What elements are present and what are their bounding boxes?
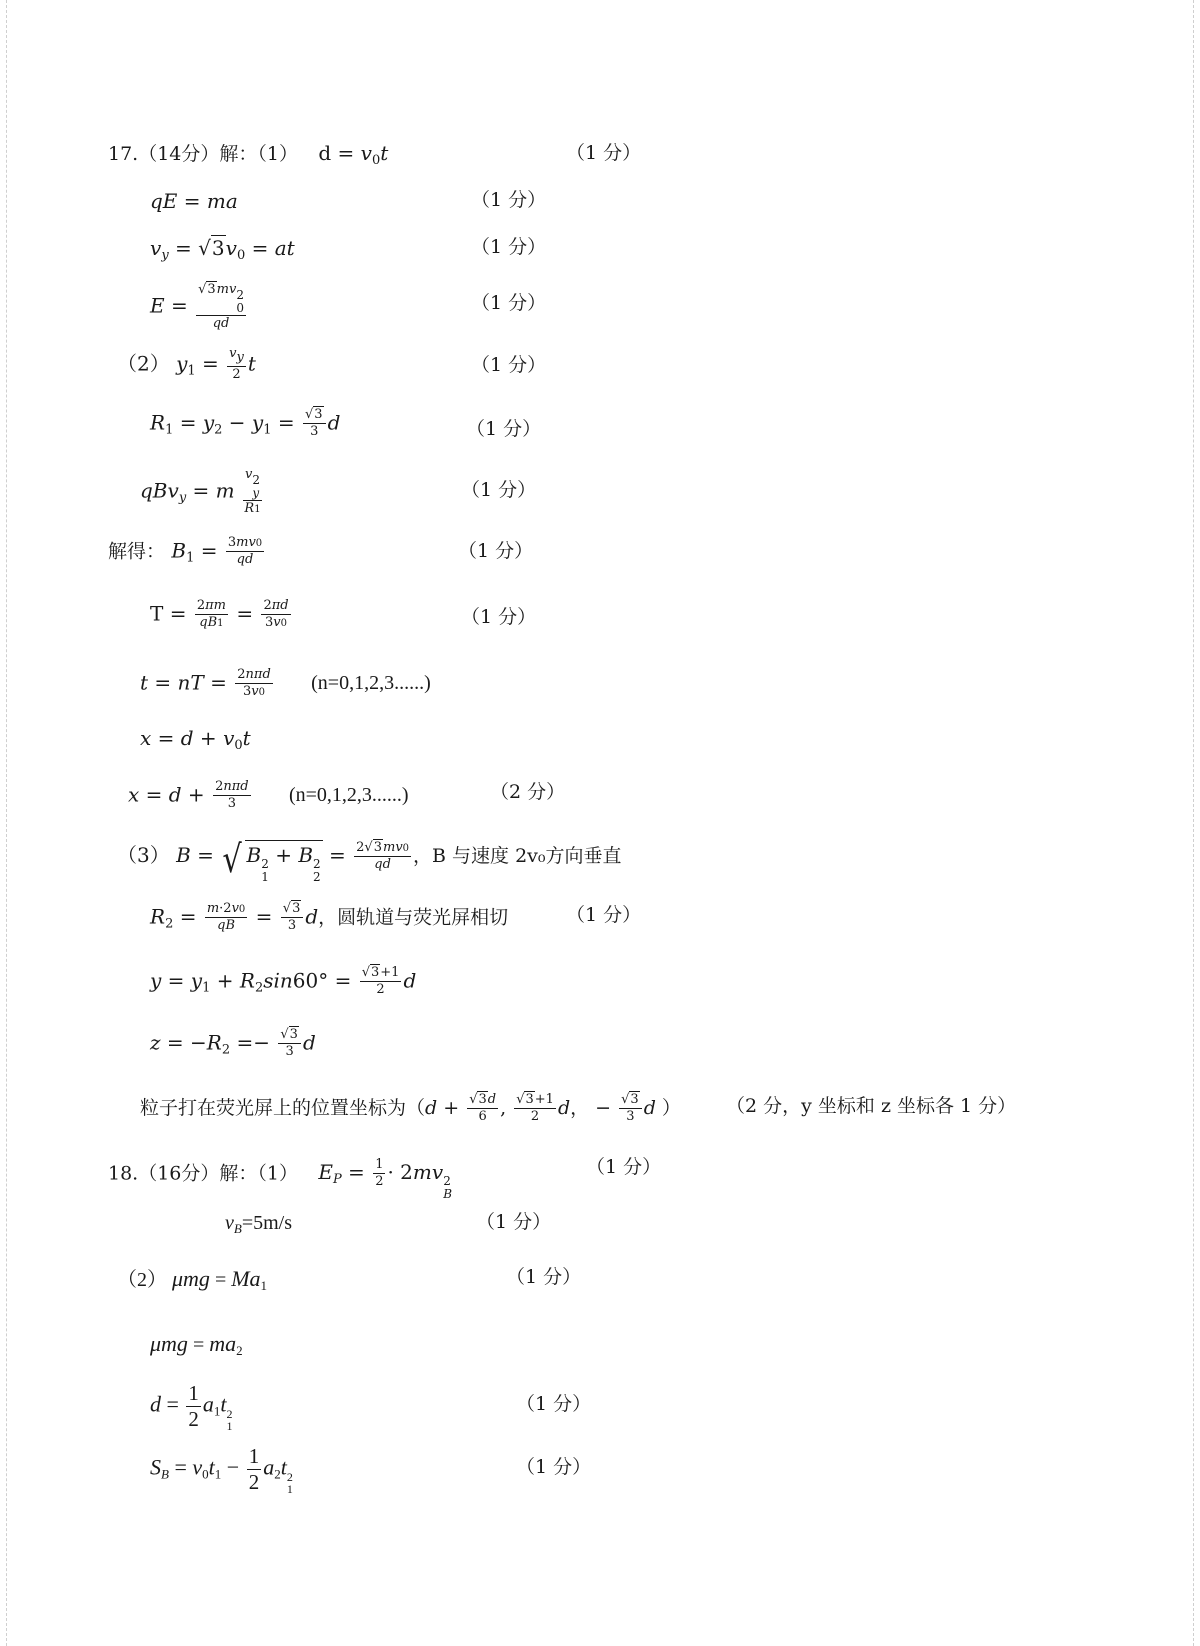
q17-score-4: （1 分） (471, 292, 547, 314)
q17-eq-qBvy: qBv$_y$ = m v 2 y R1 (140, 467, 261, 517)
q17-score-9: （1 分） (461, 606, 537, 628)
q17-score-11: （1 分） (566, 904, 642, 926)
q17-eq-x1: $x = d + v_0t$ (140, 726, 251, 753)
q17-part2-label: （2） (117, 351, 170, 376)
q17-eq-qE: qE = ma (150, 189, 238, 213)
q17-eq-y: $y = y_1 + R_2\sin 60^\circ$ = $\frac{√3+1}{2}$ d (150, 965, 417, 998)
q17-part3-label: （3） (117, 843, 170, 867)
q18-score-5: （1 分） (516, 1456, 592, 1478)
q17-score-12: （2 分，y 坐标和 z 坐标各 1 分） (726, 1095, 1017, 1117)
q17-n-range-1: (n=0,1,2,3......) (311, 672, 431, 695)
q17-score-10: （2 分） (490, 781, 566, 803)
q17-eq-R1: $R_1 = y_2 - y_1$ = $\frac{√3}{3}$ d (150, 407, 341, 440)
q17-eq-d: $d = v_0t$ (318, 141, 389, 168)
q18-eq-vB: $v_B=5m/s$ (225, 1212, 293, 1236)
q18-score-3: （1 分） (506, 1266, 582, 1288)
q17-score-3: （1 分） (471, 236, 547, 258)
q18-score-4: （1 分） (516, 1393, 592, 1415)
q17-score-8: （1 分） (458, 540, 534, 562)
q17-position-prefix: 粒子打在荧光屏上的位置坐标为（ (140, 1096, 426, 1119)
q17-header-line (108, 143, 388, 167)
q18-eq-d: d = $\frac{1}{2}$ $a_1t$ 2 1 (150, 1381, 233, 1434)
page-left-edge (0, 0, 7, 1646)
q17-score-1: （1 分） (566, 142, 642, 164)
q17-n-range-2: (n=0,1,2,3......) (288, 784, 409, 807)
q18-score-2: （1 分） (476, 1211, 552, 1233)
q18-eq-SB: $S_B = v_0t_1$ − $\frac{1}{2}$ $a_2t$ 2 1 (150, 1444, 293, 1497)
q17-eq-t: t = nT = $\frac{\text{2nπd}}{3v0}$ (n=0,1,2,3......) (140, 667, 431, 700)
q17-solve-label: 解得： (108, 540, 166, 563)
q17-eq-B: （3） B = √ B 2 1 + B 2 2 = $\frac{2√3mv0}{qd}$ ，B 与速度 2v₀方向垂直 (117, 837, 622, 884)
q17-eq-y1: （2） $y_1$ = $\frac{vy}{2}$ t (117, 346, 256, 383)
q18-eq-mumg1: （2） $\mu mg = Ma_1$ (117, 1266, 268, 1293)
q17-score-6: （1 分） (466, 418, 542, 440)
q18-eq-mumg2: $\mu mg = ma_2$ (150, 1331, 243, 1358)
q17-position-line: 粒子打在荧光屏上的位置坐标为（d + $\frac{√3d}{6}$ , $\frac{√3+1}{2}$ d， − $\frac{√3}{3}$ d ） (140, 1092, 681, 1125)
q17-eq-R2: $R_2$ = $\frac{m\cdot 2v0}{qB}$ = $\frac{√3}{3}$ d，圆轨道与荧光屏相切 (150, 901, 509, 934)
q18-header: 18.（16分）解：（1） (108, 1162, 298, 1185)
q17-tangent-text: ，圆轨道与荧光屏相切 (318, 906, 509, 929)
q17-eq-z: $z = -R_2$ =− $\frac{√3}{3}$ d (150, 1027, 316, 1060)
q17-b-perp-text: ，B 与速度 2v₀方向垂直 (413, 845, 622, 867)
q18-part2-label: （2） (117, 1269, 167, 1291)
q18-score-1: （1 分） (586, 1156, 662, 1178)
q17-eq-B1: 解得： $B_1$ = $\frac{3mv0}{qd}$ (108, 535, 263, 568)
page-right-edge (1193, 0, 1200, 1646)
q18-eq-Ep: $E_P$ = $\frac{1}{2}$ · 2mv 2 B (318, 1157, 453, 1201)
q17-score-5: （1 分） (471, 354, 547, 376)
q17-eq-E: E = √3mv 2 0 qd (150, 282, 244, 332)
q17-eq-x2: x = d + $\frac{\text{2nπd}}{3}$ (n=0,1,2,3......) (128, 779, 409, 812)
q17-score-7: （1 分） (461, 479, 537, 501)
q17-eq-vy: $v_y = √3v_0$ = at (150, 236, 295, 263)
q17-eq-T: T = $\frac{2\pi m}{qB1}$ = $\frac{2\pi d}{3v0}$ (150, 598, 289, 631)
q17-score-2: （1 分） (471, 189, 547, 211)
q17-header: 17.（14分）解：（1） (108, 143, 298, 165)
q18-header-line (108, 1158, 452, 1200)
